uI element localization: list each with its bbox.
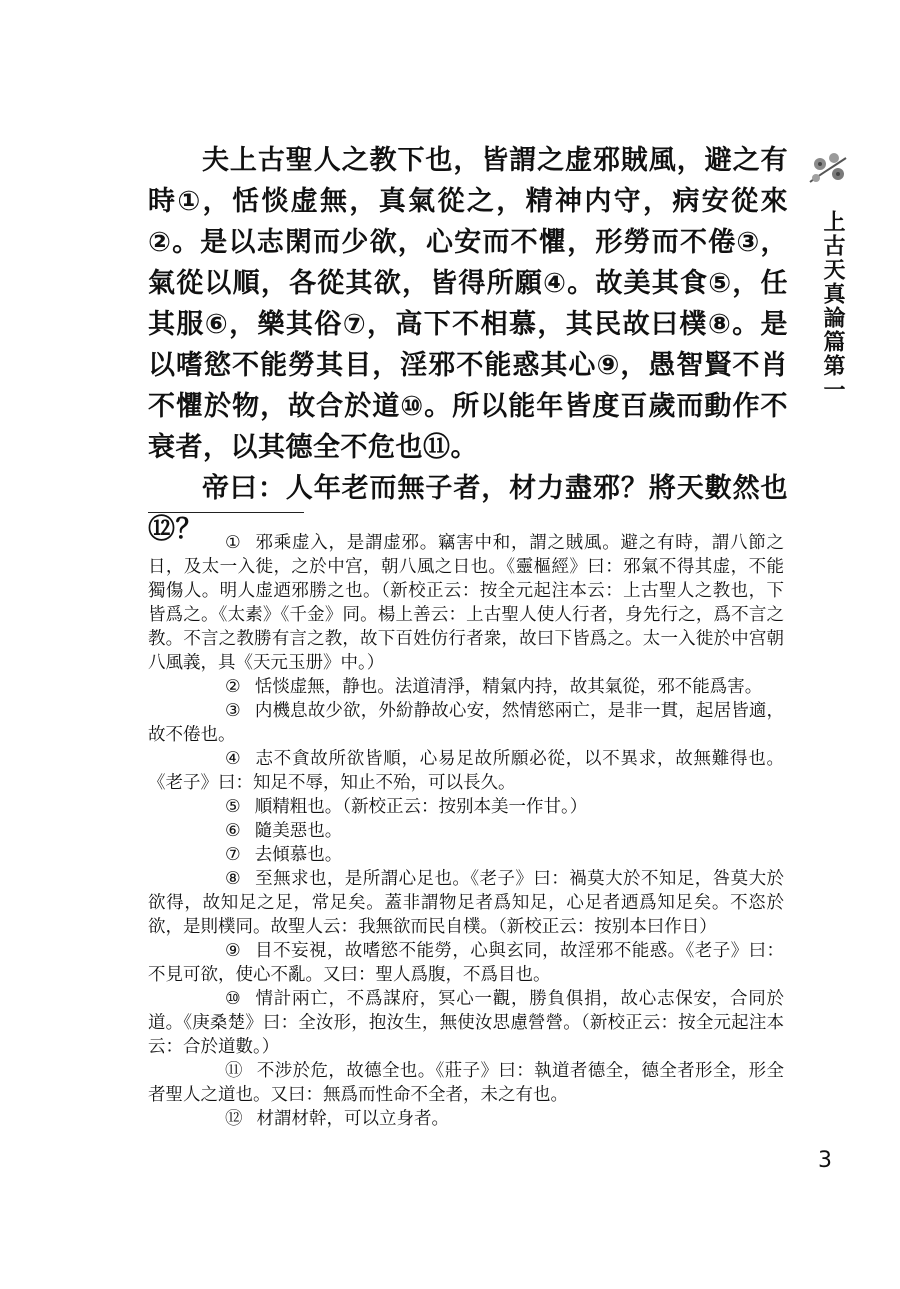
footnote xyxy=(148,795,784,819)
footnote xyxy=(148,819,784,843)
plum-blossom-ornament-icon xyxy=(806,148,850,192)
footnote-text: 隨美惡也。 xyxy=(254,821,343,841)
footnote-text: 内機息故少欲，外紛静故心安，然情慾兩亡，是非一貫，起居皆適，故不倦也。 xyxy=(148,701,784,745)
footnote-divider xyxy=(148,512,304,513)
footnote xyxy=(148,1107,784,1131)
footnote xyxy=(148,867,784,939)
page-number: 3 xyxy=(818,1148,832,1173)
footnote-text: 邪乘虚入，是謂虚邪。竊害中和，謂之賊風。避之有時，謂八節之日，及太一入徙，之於中宫，朝八風之日也。《靈樞經》曰：邪氣不得其虚，不能獨傷人。明人虚迺邪勝之也。（新校正云：按全元起注本云：上古聖人之教也，下皆爲之。《太素》《千金》同。楊上善云：上古聖人使人行者，身先行之，爲不言之教。不言之教勝有言之教，故下百姓仿行者衆，故曰下皆爲之。太一入徙於中宫朝八風義，具《天元玉册》中。） xyxy=(148,533,784,673)
footnote-text: 至無求也，是所謂心足也。《老子》曰：禍莫大於不知足，咎莫大於欲得，故知足之足，常足矣。蓋非謂物足者爲知足，心足者迺爲知足矣。不恣於欲，是則樸同。故聖人云：我無欲而民自樸。（新校正云：按别本曰作日） xyxy=(148,869,784,937)
main-paragraph: 帝曰：人年老而無子者，材力盡邪？將天數然也⑫？ xyxy=(148,473,788,545)
footnote-marker: ⑨ xyxy=(225,941,241,961)
footnote-text: 材謂材幹，可以立身者。 xyxy=(256,1109,449,1129)
footnote-marker: ⑦ xyxy=(225,845,241,865)
footnote-marker: ③ xyxy=(225,701,241,721)
footnote-marker: ④ xyxy=(225,749,241,769)
footnote-text: 情計兩亡，不爲謀府，冥心一觀，勝負俱捐，故心志保安，合同於道。《庚桑楚》曰：全汝形，抱汝生，無使汝思慮營營。（新校正云：按全元起注本云：合於道數。） xyxy=(148,989,784,1057)
running-head: 上古天真論篇第一 xyxy=(820,210,845,402)
main-paragraph: 夫上古聖人之教下也，皆謂之虚邪賊風，避之有時①，恬惔虚無，真氣從之，精神内守，病安從來②。是以志閑而少欲，心安而不懼，形勞而不倦③，氣從以順，各從其欲，皆得所願④。故美其食⑤，任其服⑥，樂其俗⑦，高下不相慕，其民故曰樸⑧。是以嗜慾不能勞其目，淫邪不能惑其心⑨，愚智賢不肖不懼於物，故合於道⑩。所以能年皆度百歲而動作不衰者，以其德全不危也⑪。 xyxy=(148,145,788,463)
footnotes xyxy=(148,531,784,1131)
footnote xyxy=(148,699,784,747)
footnote-text: 恬惔虚無，静也。法道清淨，精氣内持，故其氣從，邪不能爲害。 xyxy=(254,677,763,697)
footnote-marker: ① xyxy=(225,533,241,553)
footnote xyxy=(148,675,784,699)
footnote-marker: ② xyxy=(225,677,241,697)
footnote xyxy=(148,747,784,795)
footnote xyxy=(148,843,784,867)
footnote-text: 不涉於危，故德全也。《莊子》曰：執道者德全，德全者形全，形全者聖人之道也。又曰：無爲而性命不全者，未之有也。 xyxy=(148,1061,784,1105)
footnote-marker: ⑪ xyxy=(225,1061,243,1081)
footnote-marker: ⑫ xyxy=(225,1109,243,1129)
footnote-text: 志不貪故所欲皆順，心易足故所願必從，以不異求，故無難得也。《老子》曰：知足不辱，知止不殆，可以長久。 xyxy=(148,749,784,793)
footnote-marker: ⑥ xyxy=(225,821,241,841)
footnote xyxy=(148,1059,784,1107)
footnote-marker: ⑧ xyxy=(225,869,241,889)
footnote-text: 順精粗也。（新校正云：按别本美一作甘。） xyxy=(254,797,588,817)
footnote xyxy=(148,987,784,1059)
footnote-marker: ⑩ xyxy=(225,989,241,1009)
footnote-text: 去傾慕也。 xyxy=(254,845,343,865)
footnote xyxy=(148,939,784,987)
main-text xyxy=(148,140,788,550)
footnote-marker: ⑤ xyxy=(225,797,241,817)
footnote xyxy=(148,531,784,675)
footnote-text: 目不妄視，故嗜慾不能勞，心與玄同，故淫邪不能惑。《老子》曰：不見可欲，使心不亂。又曰：聖人爲腹，不爲目也。 xyxy=(148,941,784,985)
